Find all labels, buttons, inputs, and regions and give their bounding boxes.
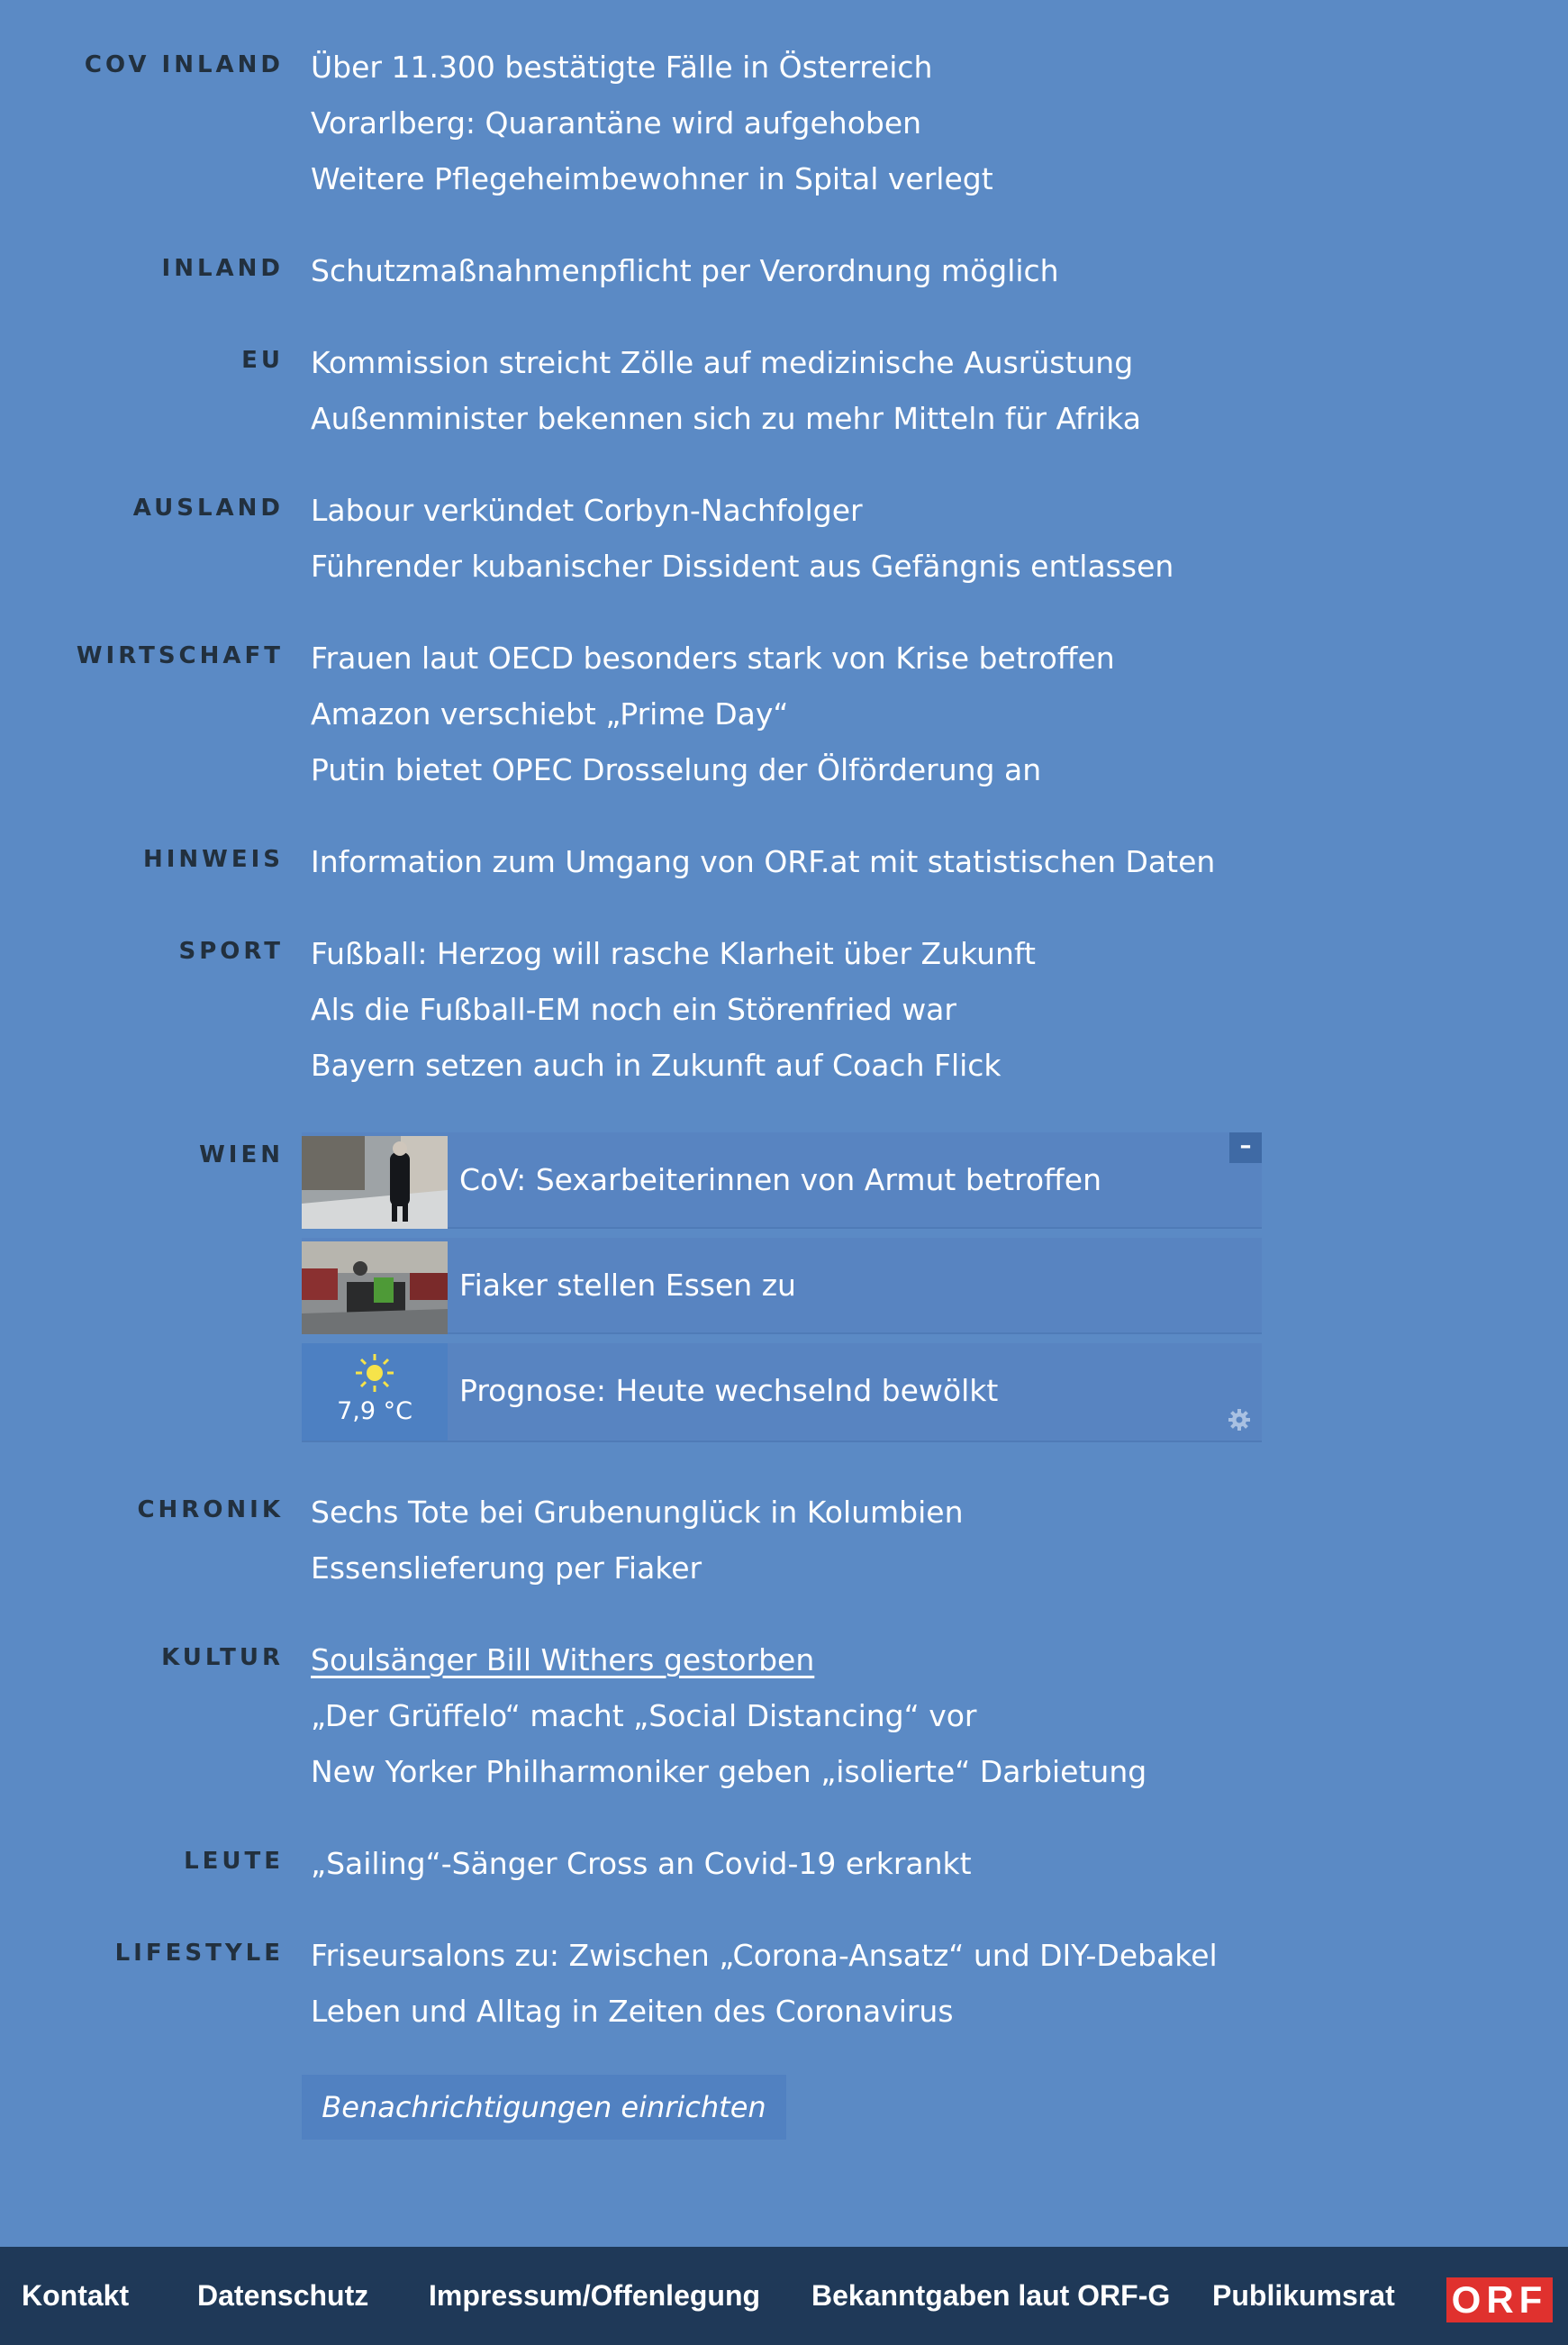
section-hinweis — [0, 834, 1568, 890]
orf-logo[interactable]: ORF — [1446, 2277, 1553, 2322]
news-thumbnail — [302, 1136, 448, 1229]
news-link[interactable]: Sechs Tote bei Grubenunglück in Kolumbien — [311, 1495, 964, 1530]
section-wirtschaft — [0, 631, 1568, 798]
footer-link-datenschutz[interactable]: Datenschutz — [197, 2279, 369, 2312]
news-link[interactable]: Als die Fußball-EM noch ein Störenfried war — [311, 992, 956, 1027]
section-sport — [0, 926, 1568, 1094]
gear-icon[interactable] — [1228, 1408, 1251, 1432]
news-link[interactable]: Putin bietet OPEC Drosselung der Ölförderung an — [311, 752, 1042, 787]
news-link[interactable]: „Der Grüffelo“ macht „Social Distancing“ vor — [311, 1698, 977, 1733]
category-label: LEUTE — [184, 1848, 284, 1875]
news-link[interactable]: Amazon verschiebt „Prime Day“ — [311, 696, 789, 732]
category-label: CHRONIK — [137, 1496, 284, 1523]
news-link[interactable]: Prognose: Heute wechselnd bewölkt — [459, 1373, 999, 1408]
category-label: WIRTSCHAFT — [76, 642, 284, 669]
section-lifestyle — [0, 1928, 1568, 2040]
section-inland — [0, 243, 1568, 299]
news-link[interactable]: Schutzmaßnahmenpflicht per Verordnung möglich — [311, 253, 1059, 288]
news-link[interactable]: Außenminister bekennen sich zu mehr Mitteln für Afrika — [311, 401, 1141, 436]
news-link[interactable]: Information zum Umgang von ORF.at mit statistischen Daten — [311, 844, 1216, 879]
wien-regional-box — [302, 1132, 1262, 1451]
category-label: SPORT — [178, 938, 284, 965]
category-label: AUSLAND — [132, 495, 284, 522]
news-link[interactable]: Führender kubanischer Dissident aus Gefängnis entlassen — [311, 549, 1174, 584]
wien-item[interactable] — [302, 1238, 1262, 1332]
section-ausland — [0, 483, 1568, 595]
news-link[interactable]: Frauen laut OECD besonders stark von Krise betroffen — [311, 641, 1115, 676]
section-chronik — [0, 1485, 1568, 1596]
news-link[interactable]: Labour verkündet Corbyn-Nachfolger — [311, 493, 863, 528]
news-link[interactable]: CoV: Sexarbeiterinnen von Armut betroffen — [459, 1162, 1101, 1197]
news-link[interactable]: Leben und Alltag in Zeiten des Coronavirus — [311, 1994, 954, 2029]
section-cov-inland — [0, 40, 1568, 207]
footer-link-publikumsrat[interactable]: Publikumsrat — [1212, 2279, 1395, 2312]
temperature: 7,9 °C — [337, 1397, 412, 1425]
news-link[interactable]: Friseursalons zu: Zwischen „Corona-Ansatz“ und DIY-Debakel — [311, 1938, 1218, 1973]
footer — [0, 2247, 1568, 2345]
category-label: COV INLAND — [84, 51, 284, 78]
news-link[interactable]: „Sailing“-Sänger Cross an Covid-19 erkrankt — [311, 1846, 972, 1881]
category-label: EU — [241, 347, 284, 374]
category-label: LIFESTYLE — [114, 1940, 284, 1967]
sun-icon — [352, 1350, 397, 1395]
wien-item[interactable] — [302, 1343, 1262, 1441]
footer-link-bekanntgaben[interactable]: Bekanntgaben laut ORF-G — [811, 2279, 1171, 2312]
section-kultur — [0, 1632, 1568, 1800]
news-link[interactable]: Soulsänger Bill Withers gestorben — [311, 1642, 815, 1677]
news-link[interactable]: Fiaker stellen Essen zu — [459, 1268, 796, 1303]
news-link[interactable]: Kommission streicht Zölle auf medizinische Ausrüstung — [311, 345, 1134, 380]
news-link[interactable]: Bayern setzen auch in Zukunft auf Coach Flick — [311, 1048, 1002, 1083]
category-label: KULTUR — [161, 1644, 284, 1671]
news-thumbnail — [302, 1241, 448, 1334]
news-link[interactable]: Weitere Pflegeheimbewohner in Spital verlegt — [311, 161, 993, 196]
weather-tile — [302, 1343, 448, 1441]
news-link[interactable]: Über 11.300 bestätigte Fälle in Österreich — [311, 50, 933, 85]
section-leute — [0, 1836, 1568, 1892]
notifications-button[interactable]: Benachrichtigungen einrichten — [302, 2075, 786, 2140]
news-link[interactable]: New Yorker Philharmoniker geben „isolierte“ Darbietung — [311, 1754, 1147, 1789]
section-eu — [0, 335, 1568, 447]
wien-item[interactable] — [302, 1132, 1262, 1227]
category-label: HINWEIS — [142, 846, 284, 873]
category-label: WIEN — [199, 1141, 284, 1168]
collapse-button[interactable]: – — [1229, 1132, 1262, 1163]
news-link[interactable]: Fußball: Herzog will rasche Klarheit über Zukunft — [311, 936, 1036, 971]
footer-link-impressum[interactable]: Impressum/Offenlegung — [429, 2279, 761, 2312]
news-link[interactable]: Vorarlberg: Quarantäne wird aufgehoben — [311, 105, 922, 141]
news-link[interactable]: Essenslieferung per Fiaker — [311, 1550, 702, 1586]
footer-link-kontakt[interactable]: Kontakt — [22, 2279, 130, 2312]
category-label: INLAND — [161, 255, 284, 282]
